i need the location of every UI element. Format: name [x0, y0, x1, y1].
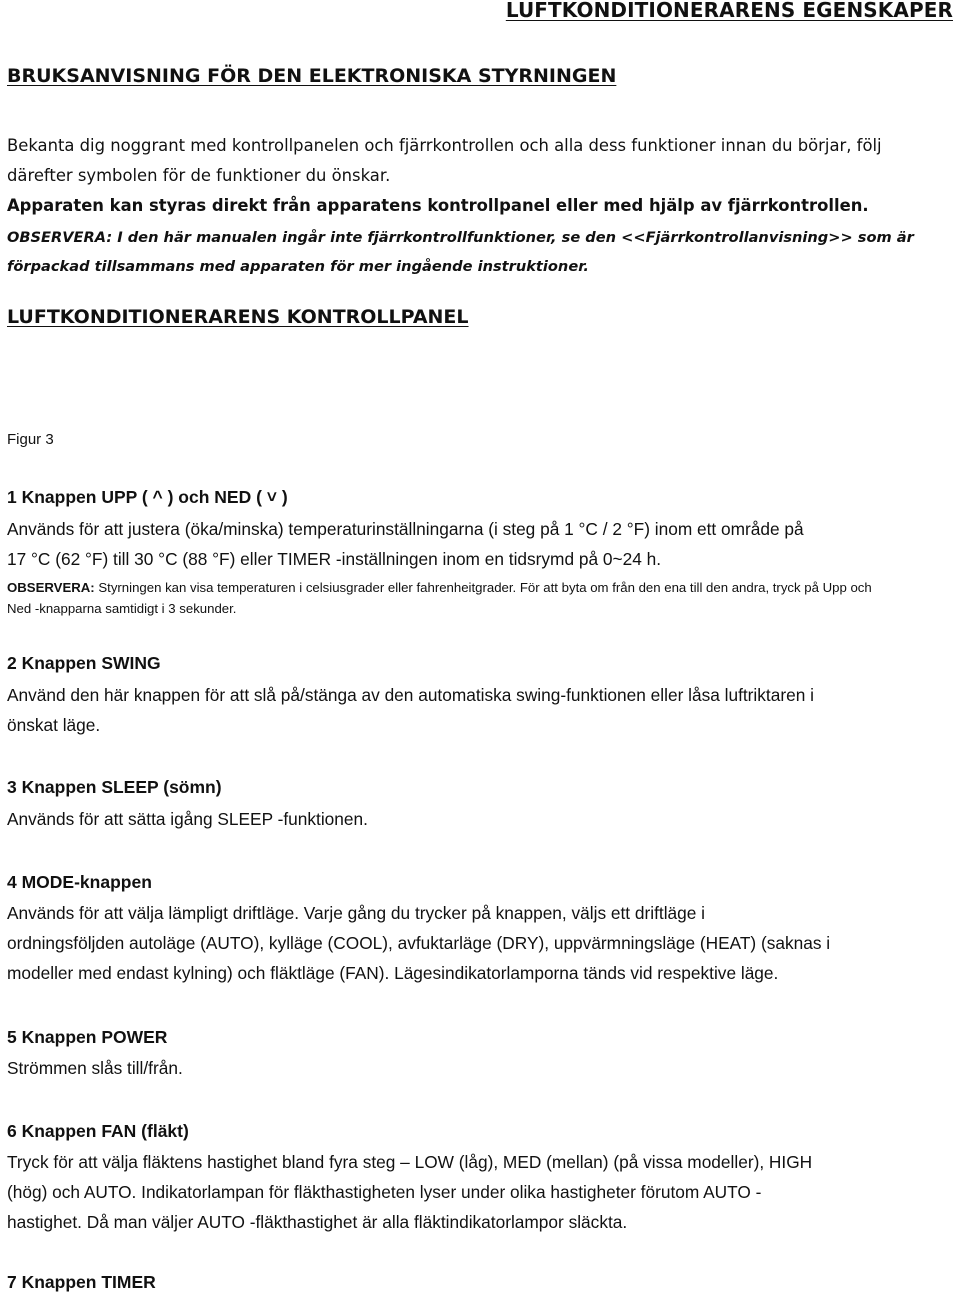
section-1-note-text: Styrningen kan visa temperaturen i celsiusgrader eller fahrenheitgrader. För att byta om från den ena till den andra, tryck på Upp och [94, 580, 872, 595]
section-5-line-1: Strömmen slås till/från. [7, 1058, 183, 1078]
section-4-line-1: Används för att välja lämpligt driftläge. Varje gång du trycker på knappen, väljs ett driftläge i [7, 903, 706, 923]
section-1-note [7, 577, 950, 619]
main-heading: BRUKSANVISNING FÖR DEN ELEKTRONISKA STYRNINGEN [7, 65, 617, 87]
section-2-heading: 2 Knappen SWING [7, 653, 161, 673]
section-6-line-3: hastighet. Då man väljer AUTO -fläkthastighet är alla fläktindikatorlampor släckta. [7, 1212, 628, 1232]
section-7-heading: 7 Knappen TIMER [7, 1272, 156, 1292]
section-6-body [7, 1147, 950, 1237]
section-5-heading: 5 Knappen POWER [7, 1027, 168, 1047]
section-4-heading: 4 MODE-knappen [7, 872, 152, 892]
section-1-note-line-2: Ned -knapparna samtidigt i 3 sekunder. [7, 601, 237, 616]
figure-caption: Figur 3 [7, 431, 54, 448]
remote-note-line-2: förpackad tillsammans med apparaten för mer ingående instruktioner. [7, 258, 589, 275]
section-5-body [7, 1053, 950, 1083]
section-6-line-2: (hög) och AUTO. Indikatorlampan för fläkthastigheten lyser under olika hastigheter förutom AUTO - [7, 1182, 762, 1202]
section-1-body [7, 514, 950, 574]
section-1-note-line-1 [7, 577, 950, 598]
section-1-heading: 1 Knappen UPP ( ^ ) och NED ( ˅ ) [7, 487, 288, 507]
intro-line-3: Apparaten kan styras direkt från apparatens kontrollpanel eller med hjälp av fjärrkontrollen. [7, 196, 869, 215]
intro-paragraph [7, 131, 950, 221]
section-2-line-2: önskat läge. [7, 715, 101, 735]
section-1-note-label: OBSERVERA: [7, 580, 95, 595]
section-3-heading: 3 Knappen SLEEP (sömn) [7, 777, 222, 797]
section-6-line-1: Tryck för att välja fläktens hastighet bland fyra steg – LOW (låg), MED (mellan) (på vissa modeller), HIGH [7, 1152, 813, 1172]
section-2-line-1: Använd den här knappen för att slå på/stänga av den automatiska swing-funktionen eller låsa luftriktaren i [7, 685, 814, 705]
section-4-body [7, 898, 950, 988]
section-3-line-1: Används för att sätta igång SLEEP -funktionen. [7, 809, 368, 829]
section-1-line-1: Används för att justera (öka/minska) temperaturinställningarna (i steg på 1 °C / 2 °F) inom ett område på [7, 519, 804, 539]
remote-note [7, 223, 950, 281]
section-4-line-2: ordningsföljden autoläge (AUTO), kylläge (COOL), avfuktarläge (DRY), uppvärmningsläge (HEAT) (saknas i [7, 933, 831, 953]
control-panel-heading: LUFTKONDITIONERARENS KONTROLLPANEL [7, 306, 469, 328]
intro-line-2: därefter symbolen för de funktioner du önskar. [7, 166, 391, 185]
section-6-heading: 6 Knappen FAN (fläkt) [7, 1121, 189, 1141]
page-header-title: LUFTKONDITIONERARENS EGENSKAPER [505, 0, 953, 22]
section-2-body [7, 680, 950, 740]
remote-note-line-1: OBSERVERA: I den här manualen ingår inte fjärrkontrollfunktioner, se den <<Fjärrkontrollanvisning>> som är [7, 229, 914, 246]
section-4-line-3: modeller med endast kylning) och fläktläge (FAN). Lägesindikatorlamporna tänds vid respektive läge. [7, 963, 779, 983]
section-3-body [7, 804, 950, 834]
section-1-line-2: 17 °C (62 °F) till 30 °C (88 °F) eller TIMER -inställningen inom en tidsrymd på 0~24 h. [7, 549, 662, 569]
intro-line-1: Bekanta dig noggrant med kontrollpanelen och fjärrkontrollen och alla dess funktioner innan du börjar, följ [7, 136, 882, 155]
